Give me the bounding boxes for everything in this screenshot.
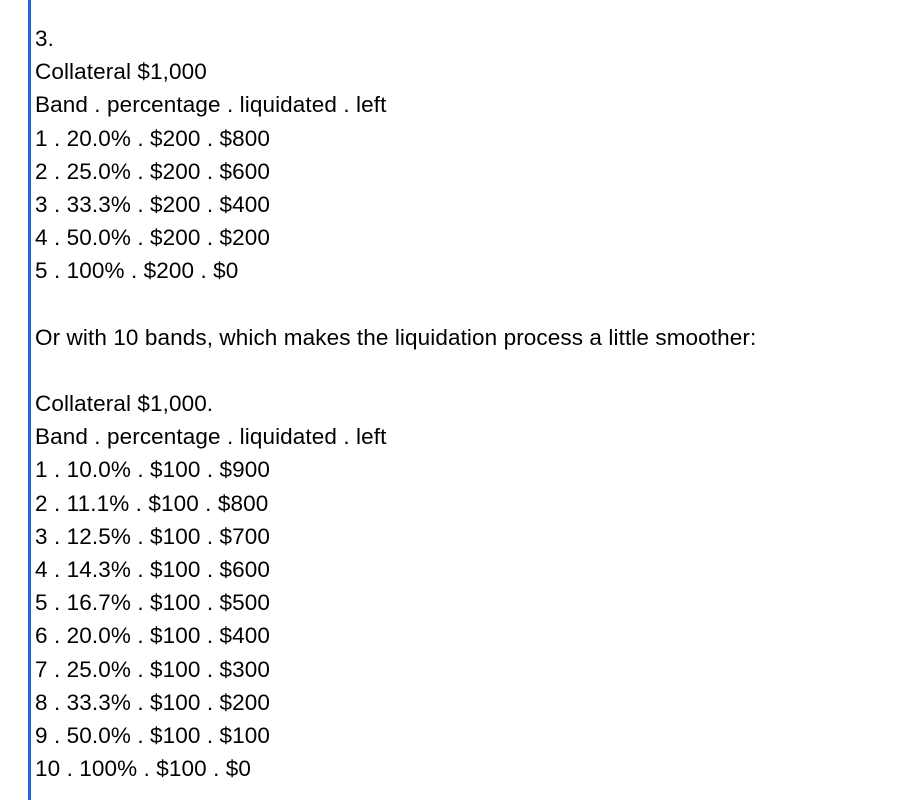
table-row: 5 . 100% . $200 . $0 (35, 258, 239, 284)
table-row: 4 . 14.3% . $100 . $600 (35, 557, 270, 582)
table-header: Band . percentage . liquidated . left (35, 424, 387, 450)
table-row: 2 . 11.1% . $100 . $800 (35, 490, 269, 516)
blank-line (35, 354, 911, 387)
table-row: 10 . 100% . $100 . $0 (35, 756, 252, 782)
table-header: Band . percentage . liquidated . left (35, 92, 387, 118)
collateral-label: Collateral $1,000. (35, 391, 214, 417)
table-row: 8 . 33.3% . $100 . $200 (35, 689, 270, 715)
table-row: 6 . 20.0% . $100 . $400 (35, 623, 270, 649)
list-number: 3. (35, 26, 54, 51)
quoted-content (35, 22, 911, 785)
collateral-label: Collateral $1,000 (35, 59, 207, 85)
table-row: 3 . 12.5% . $100 . $700 (35, 523, 270, 549)
five-band-table (35, 55, 911, 287)
table-row: 7 . 25.0% . $100 . $300 (35, 656, 270, 682)
ten-band-table (35, 387, 911, 785)
table-row: 2 . 25.0% . $200 . $600 (35, 158, 270, 184)
blank-line (35, 288, 911, 321)
table-row: 1 . 20.0% . $200 . $800 (35, 125, 270, 151)
table-row: 1 . 10.0% . $100 . $900 (35, 457, 270, 483)
table-row: 4 . 50.0% . $200 . $200 (35, 225, 270, 251)
intro-paragraph: Or with 10 bands, which makes the liquidation process a little smoother: (35, 324, 757, 350)
blockquote-bar (28, 0, 31, 800)
table-row: 3 . 33.3% . $200 . $400 (35, 191, 270, 217)
table-row: 5 . 16.7% . $100 . $500 (35, 590, 270, 616)
table-row: 9 . 50.0% . $100 . $100 (35, 722, 270, 748)
